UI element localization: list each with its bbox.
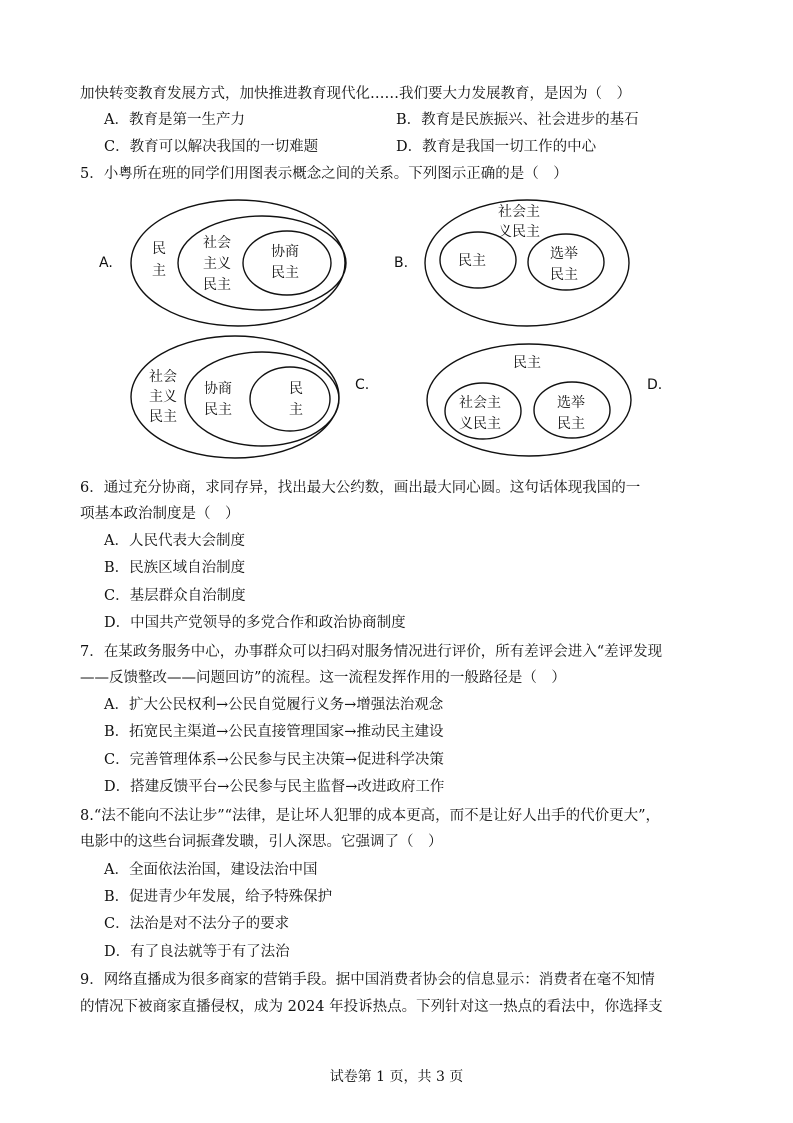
q6-stem-line-2: 项基本政治制度是（ ） [80, 506, 240, 522]
diagram-b-right-label-1: 选举 [550, 246, 578, 262]
q4-option-a: A．教育是第一生产力 [104, 112, 245, 128]
diagram-c-letter: C. [355, 377, 370, 393]
q7-option-c: C．完善管理体系→公民参与民主决策→促进科学决策 [104, 752, 444, 768]
diagram-c-outer-label-2: 主义 [149, 389, 177, 405]
diagram-d-left-label-1: 社会主 [459, 395, 501, 411]
diagram-d [425, 335, 675, 465]
diagram-c-middle-ellipse [185, 352, 339, 446]
q4-option-d: D．教育是我国一切工作的中心 [396, 139, 597, 155]
q4-option-c: C．教育可以解决我国的一切难题 [104, 139, 319, 155]
diagram-c-inner-ellipse [250, 367, 330, 431]
q4-option-b: B．教育是民族振兴、社会进步的基石 [396, 112, 639, 128]
q6-option-b: B．民族区域自治制度 [104, 560, 246, 576]
q7-option-d: D．搭建反馈平台→公民参与民主监督→改进政府工作 [104, 779, 445, 795]
q8-option-c: C．法治是对不法分子的要求 [104, 916, 290, 932]
q8-stem-line-1: 8.“法不能向不法让步”“法律，是让坏人犯罪的成本更高，而不是让好人出手的代价更大”， [80, 808, 660, 824]
q8-option-b: B．促进青少年发展，给予特殊保护 [104, 889, 333, 905]
q8-stem-line-2: 电影中的这些台词振聋发聩，引人深思。它强调了（ ） [80, 834, 443, 850]
diagram-a-middle-label-1: 社会 [203, 235, 231, 251]
diagram-a-inner-ellipse [243, 231, 331, 295]
diagram-d-left-label-2: 义民主 [459, 416, 501, 432]
diagram-a [95, 195, 355, 335]
diagram-d-right-label-1: 选举 [557, 395, 585, 411]
diagram-c-outer-label-3: 民主 [149, 409, 177, 425]
diagram-b-right-label-2: 民主 [550, 267, 578, 283]
q9-stem-line-1: 9．网络直播成为很多商家的营销手段。据中国消费者协会的信息显示：消费者在毫不知情 [80, 972, 655, 988]
diagram-c-middle-label-1: 协商 [204, 381, 232, 397]
diagram-b-letter: B. [394, 255, 409, 271]
q8-option-a: A．全面依法治国，建设法治中国 [104, 862, 318, 878]
diagram-a-letter: A. [99, 255, 113, 271]
q6-option-c: C．基层群众自治制度 [104, 588, 246, 604]
q7-stem-line-1: 7．在某政务服务中心，办事群众可以扫码对服务情况进行评价，所有差评会进入“差评发现 [80, 644, 663, 660]
diagram-c-inner-label-1: 民 [289, 381, 303, 397]
diagram-a-inner-label-2: 民主 [271, 265, 299, 281]
diagram-a-inner-label-1: 协商 [271, 244, 299, 260]
diagram-a-middle-label-3: 民主 [203, 277, 231, 293]
diagram-c-inner-label-2: 主 [289, 402, 303, 418]
q4-stem: 加快转变教育发展方式，加快推进教育现代化……我们要大力发展教育，是因为（ ） [80, 86, 631, 102]
q7-option-a: A．扩大公民权利→公民自觉履行义务→增强法治观念 [104, 697, 444, 713]
diagram-d-right-label-2: 民主 [557, 416, 585, 432]
diagram-c-middle-label-2: 民主 [204, 402, 232, 418]
q6-stem-line-1: 6．通过充分协商，求同存异，找出最大公约数，画出最大同心圆。这句话体现我国的一 [80, 480, 641, 496]
diagram-d-outer-label: 民主 [513, 355, 541, 371]
diagram-b-left-label: 民主 [458, 253, 486, 269]
q6-option-d: D．中国共产党领导的多党合作和政治协商制度 [104, 615, 406, 631]
q7-stem-line-2: ——反馈整改——问题回访”的流程。这一流程发挥作用的一般路径是（ ） [80, 670, 566, 686]
q9-stem-line-2: 的情况下被商家直播侵权，成为 2024 年投诉热点。下列针对这一热点的看法中，你选择支 [80, 999, 663, 1015]
diagram-b-outer-label-2: 义民主 [498, 224, 540, 240]
q8-option-d: D．有了良法就等于有了法治 [104, 944, 290, 960]
page-footer: 试卷第 1 页，共 3 页 [329, 1069, 464, 1085]
diagram-d-letter: D. [647, 377, 663, 393]
diagram-a-outer-label-2: 主 [152, 263, 166, 279]
diagram-a-middle-label-2: 主义 [203, 256, 231, 272]
q5-stem: 5．小粤所在班的同学们用图表示概念之间的关系。下列图示正确的是（ ） [80, 166, 568, 182]
diagram-c [130, 335, 380, 465]
diagram-b-outer-label-1: 社会主 [498, 204, 540, 220]
q6-option-a: A．人民代表大会制度 [104, 533, 245, 549]
diagram-c-outer-label-1: 社会 [149, 369, 177, 385]
diagram-b [390, 195, 640, 335]
diagram-a-outer-label-1: 民 [152, 241, 166, 257]
q7-option-b: B．拓宽民主渠道→公民直接管理国家→推动民主建设 [104, 724, 444, 740]
